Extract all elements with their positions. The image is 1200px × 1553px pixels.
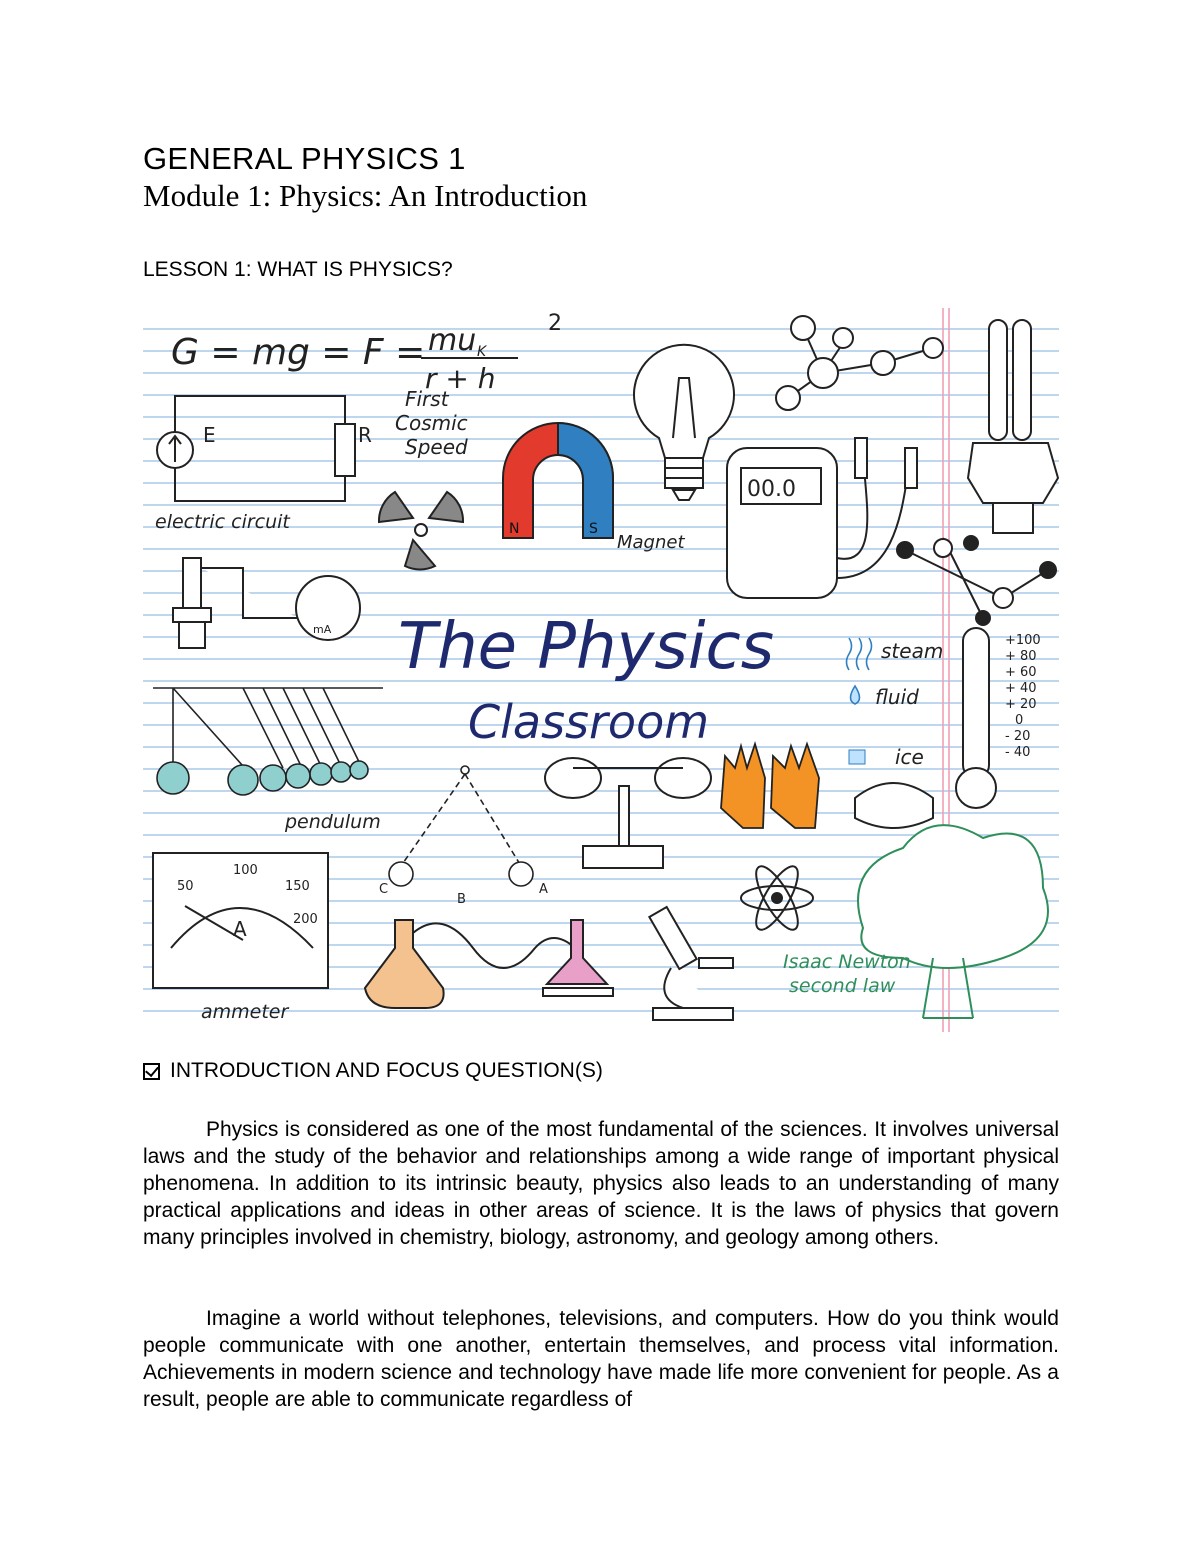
thermo-1: +100	[1005, 633, 1041, 648]
newton-line-2: second law	[789, 975, 896, 997]
section-heading	[143, 1059, 603, 1083]
intro-paragraph-1: Physics is considered as one of the most fundamental of the sciences. It involves universal laws and the study of the behavior and relationships among a wide range of important physical phenomena. In addition to its intrinsic beauty, physics also leads to an understanding of many practical applications and ideas in other areas of science. It is the laws of physics that govern many principles involved in chemistry, biology, astronomy, and geology among others.	[143, 1118, 1059, 1249]
galvanometer-label: mA	[313, 623, 332, 636]
title-line-2: Classroom	[468, 695, 710, 749]
formula-denominator: r + h	[425, 362, 496, 395]
pendulum-label: pendulum	[285, 811, 381, 833]
cosmic-line-2: Cosmic	[395, 411, 468, 435]
ammeter-label: ammeter	[201, 1001, 289, 1023]
ammeter-scale-50: 50	[177, 879, 194, 894]
cosmic-line-1: First	[405, 387, 449, 411]
thermo-3: + 60	[1005, 665, 1037, 680]
goggles-icon	[855, 783, 933, 828]
thermo-6: 0	[1015, 713, 1024, 728]
circuit-e-label: E	[203, 423, 216, 447]
formula-exponent: 2	[548, 311, 562, 336]
module-title: Module 1: Physics: An Introduction	[143, 178, 588, 213]
ice-label: ice	[895, 745, 924, 769]
physics-classroom-illustration	[143, 308, 1059, 1032]
lesson-title: LESSON 1: WHAT IS PHYSICS?	[143, 258, 453, 281]
circuit-r-label: R	[358, 423, 372, 447]
thermo-4: + 40	[1005, 681, 1037, 696]
ammeter-a: A	[233, 917, 247, 941]
fluid-label: fluid	[875, 685, 919, 709]
magnet-label: Magnet	[617, 532, 685, 553]
formula-subscript: K	[477, 344, 487, 360]
title-line-1: The Physics	[398, 610, 775, 684]
cosmic-line-3: Speed	[405, 435, 468, 459]
pend-a: A	[539, 882, 548, 897]
ice-icon	[849, 750, 865, 764]
pend-b: B	[457, 892, 466, 907]
ammeter-scale-200: 200	[293, 912, 318, 927]
multimeter-display: 00.0	[747, 477, 796, 502]
thermo-5: + 20	[1005, 697, 1037, 712]
thermo-7: - 20	[1005, 729, 1031, 744]
formula-numerator: mu	[428, 323, 477, 358]
newton-line-1: Isaac Newton	[783, 951, 911, 973]
intro-paragraph-2: Imagine a world without telephones, televisions, and computers. How do you think would people communicate with one another, entertain themselves, and process vital information. Achievements in modern science and technology have made life more convenient for people. As a result, people are able to communicate regardless of	[143, 1307, 1059, 1411]
ammeter-scale-150: 150	[285, 879, 310, 894]
thermo-2: + 80	[1005, 649, 1037, 664]
steam-label: steam	[881, 639, 944, 663]
formula-lhs: G = mg = F =	[171, 332, 426, 373]
section-heading-text: INTRODUCTION AND FOCUS QUESTION(S)	[170, 1059, 603, 1082]
course-title: GENERAL PHYSICS 1	[143, 141, 466, 176]
magnet-s: S	[589, 521, 598, 537]
pend-c: C	[379, 882, 389, 897]
electric-circuit-label: electric circuit	[155, 511, 290, 533]
magnet-n: N	[509, 521, 520, 537]
thermo-8: - 40	[1005, 745, 1031, 760]
ammeter-scale-100: 100	[233, 863, 258, 878]
checkbox-icon	[143, 1063, 160, 1080]
